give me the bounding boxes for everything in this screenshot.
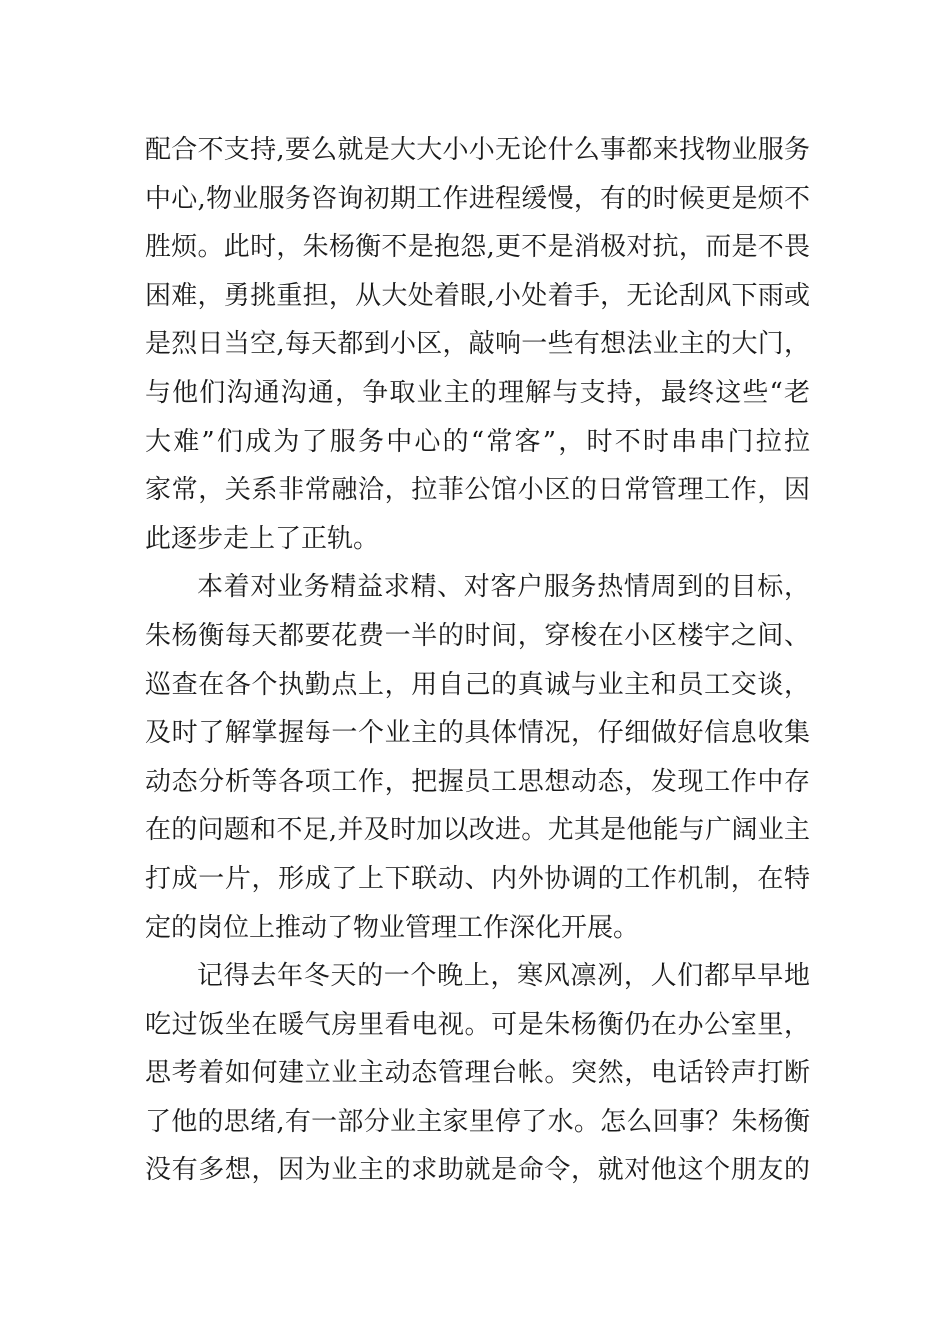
- text-line: 家常，关系非常融洽，拉菲公馆小区的日常管理工作，因: [145, 475, 810, 506]
- text-line: 没有多想，因为业主的求助就是命令，就对他这个朋友的: [145, 1155, 810, 1186]
- text-line: 巡查在各个执勤点上，用自己的真诚与业主和员工交谈，: [145, 669, 810, 700]
- text-line: 困难，勇挑重担，从大处着眼,小处着手，无论刮风下雨或: [145, 280, 810, 311]
- text-line: 配合不支持,要么就是大大小小无论什么事都来找物业服务: [145, 135, 810, 165]
- text-line: 与他们沟通沟通，争取业主的理解与支持，最终这些“老: [145, 377, 810, 408]
- text-line: 思考着如何建立业主动态管理台帐。突然，电话铃声打断: [145, 1058, 810, 1089]
- text-line: 在的问题和不足,并及时加以改进。尤其是他能与广阔业主: [145, 815, 810, 846]
- text-line: 打成一片，形成了上下联动、内外协调的工作机制，在特: [145, 863, 810, 894]
- text-line: 是烈日当空,每天都到小区，敲响一些有想法业主的大门，: [145, 329, 810, 360]
- text-line: 及时了解掌握每一个业主的具体情况，仔细做好信息收集: [145, 718, 810, 749]
- text-line: 胜烦。此时，朱杨衡不是抱怨,更不是消极对抗，而是不畏: [145, 232, 810, 263]
- paragraph-first-line: 本着对业务精益求精、对客户服务热情周到的目标，: [197, 572, 810, 603]
- text-line: 大难”们成为了服务中心的“常客”，时不时串串门拉拉: [145, 426, 810, 457]
- text-line: 了他的思绪,有一部分业主家里停了水。怎么回事？朱杨衡: [145, 1106, 810, 1137]
- document-body: [145, 126, 810, 1195]
- text-line: 此逐步走上了正轨。: [145, 523, 380, 554]
- paragraph-first-line: 记得去年冬天的一个晚上，寒风凛冽，人们都早早地: [197, 961, 810, 992]
- text-line: 朱杨衡每天都要花费一半的时间，穿梭在小区楼宇之间、: [145, 620, 810, 651]
- text-line: 中心,物业服务咨询初期工作进程缓慢，有的时候更是烦不: [145, 183, 810, 214]
- text-line: 动态分析等各项工作，把握员工思想动态，发现工作中存: [145, 766, 810, 797]
- text-line: 吃过饭坐在暖气房里看电视。可是朱杨衡仍在办公室里，: [145, 1009, 810, 1040]
- text-line: 定的岗位上推动了物业管理工作深化开展。: [145, 912, 640, 943]
